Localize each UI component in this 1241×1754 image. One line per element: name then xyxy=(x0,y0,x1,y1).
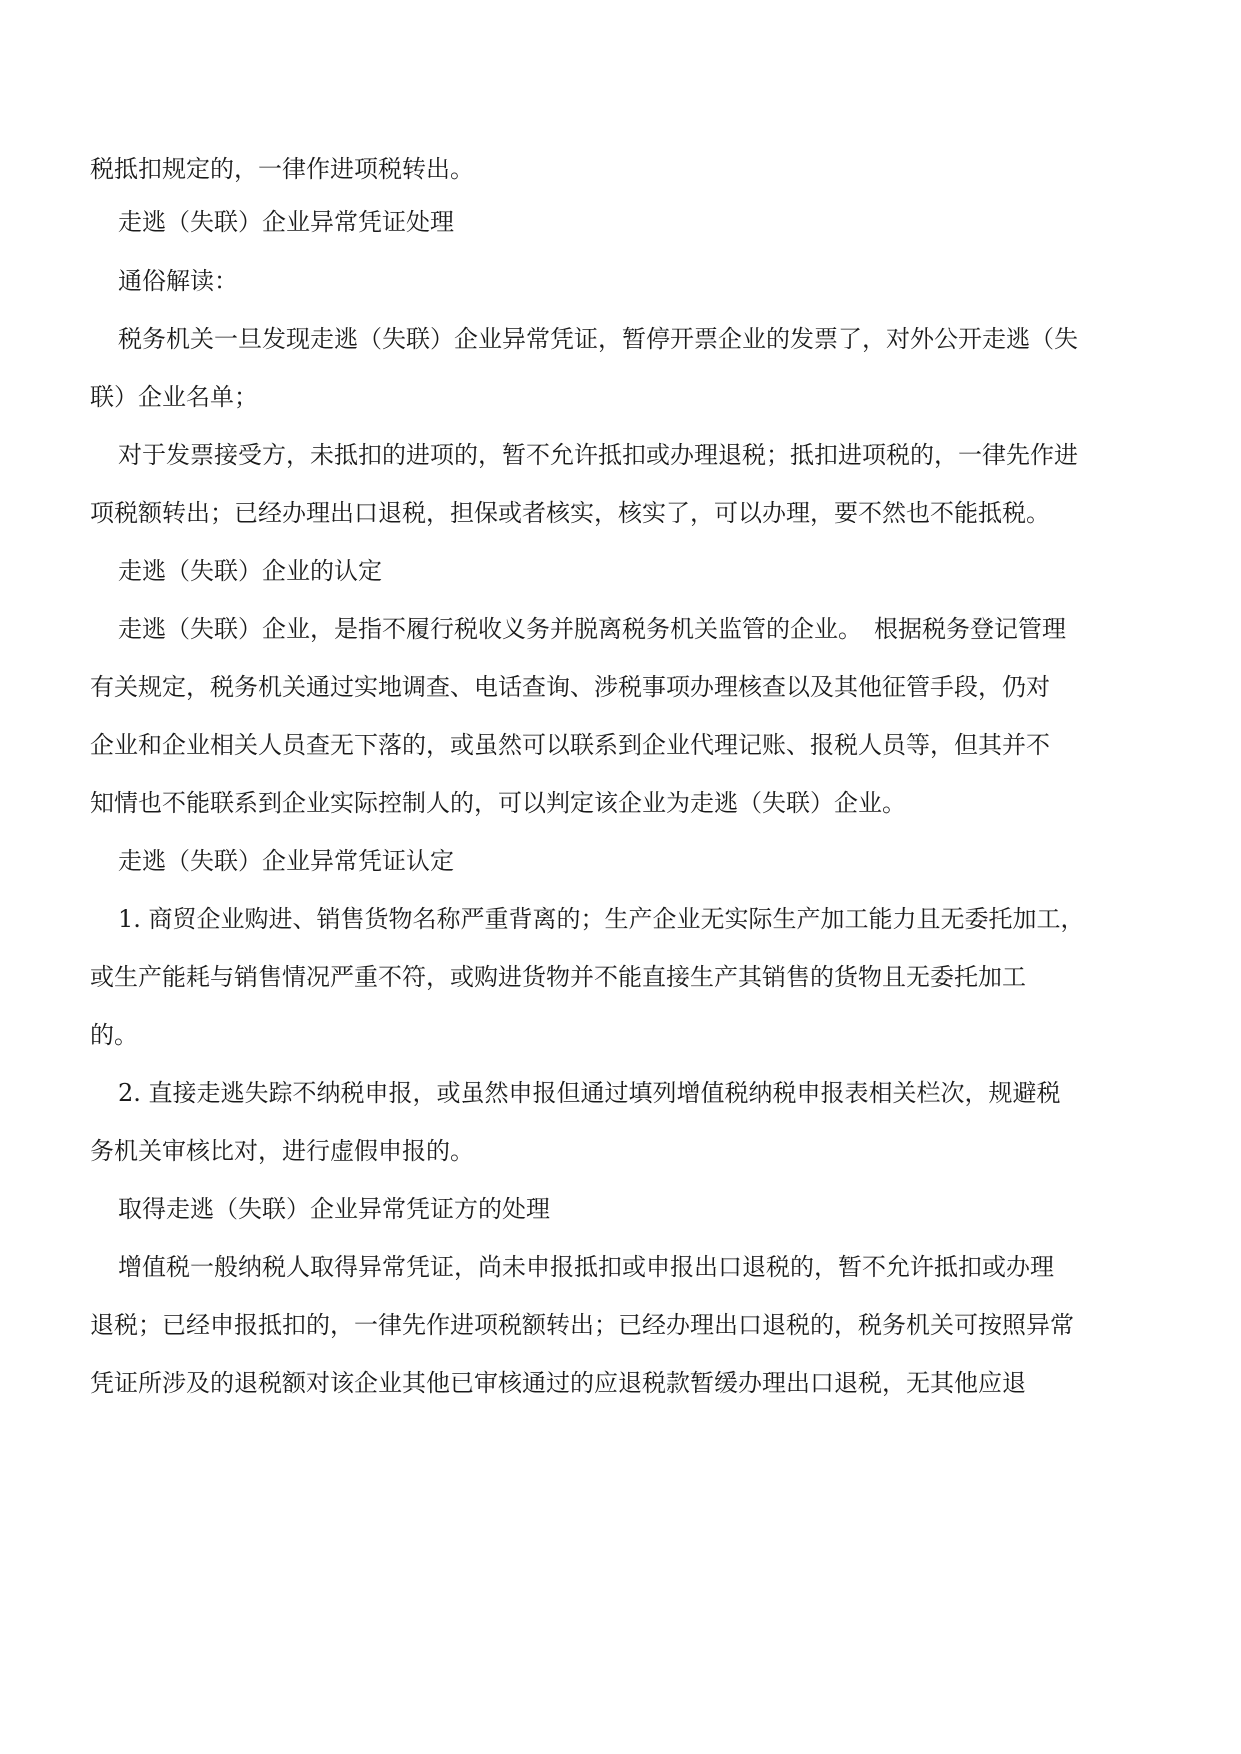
paragraph-line: 增值税一般纳税人取得异常凭证，尚未申报抵扣或申报出口退税的，暂不允许抵扣或办理 xyxy=(118,1253,1054,1281)
section-heading: 走逃（失联）企业异常凭证认定 xyxy=(118,847,454,875)
paragraph-line: 走逃（失联）企业，是指不履行税收义务并脱离税务机关监管的企业。 根据税务登记管理 xyxy=(118,615,1066,643)
paragraph-line: 的。 xyxy=(90,1021,138,1049)
paragraph-line: 对于发票接受方，未抵扣的进项的，暂不允许抵扣或办理退税；抵扣进项税的，一律先作进 xyxy=(118,441,1078,469)
paragraph-line: 凭证所涉及的退税额对该企业其他已审核通过的应退税款暂缓办理出口退税，无其他应退 xyxy=(90,1369,1026,1397)
section-heading: 取得走逃（失联）企业异常凭证方的处理 xyxy=(118,1195,550,1223)
list-item: 2. 直接走逃失踪不纳税申报，或虽然申报但通过填列增值税纳税申报表相关栏次，规避税 xyxy=(118,1079,1061,1107)
paragraph-line: 企业和企业相关人员查无下落的，或虽然可以联系到企业代理记账、报税人员等，但其并不 xyxy=(90,731,1050,759)
paragraph-line: 务机关审核比对，进行虚假申报的。 xyxy=(90,1137,474,1165)
paragraph-line: 有关规定，税务机关通过实地调查、电话查询、涉税事项办理核查以及其他征管手段，仍对 xyxy=(90,673,1050,701)
list-item: 1. 商贸企业购进、销售货物名称严重背离的；生产企业无实际生产加工能力且无委托加工， xyxy=(118,905,1085,933)
section-heading: 走逃（失联）企业异常凭证处理 xyxy=(118,208,454,236)
paragraph-line: 通俗解读： xyxy=(118,267,238,295)
paragraph-line: 知情也不能联系到企业实际控制人的，可以判定该企业为走逃（失联）企业。 xyxy=(90,789,906,817)
paragraph-line: 税抵扣规定的，一律作进项税转出。 xyxy=(90,155,474,183)
section-heading: 走逃（失联）企业的认定 xyxy=(118,557,382,585)
paragraph-line: 退税；已经申报抵扣的，一律先作进项税额转出；已经办理出口退税的，税务机关可按照异常 xyxy=(90,1311,1074,1339)
paragraph-line: 项税额转出；已经办理出口退税，担保或者核实，核实了，可以办理，要不然也不能抵税。 xyxy=(90,499,1050,527)
paragraph-line: 联）企业名单； xyxy=(90,383,258,411)
paragraph-line: 税务机关一旦发现走逃（失联）企业异常凭证，暂停开票企业的发票了，对外公开走逃（失 xyxy=(118,325,1078,353)
paragraph-line: 或生产能耗与销售情况严重不符，或购进货物并不能直接生产其销售的货物且无委托加工 xyxy=(90,963,1026,991)
